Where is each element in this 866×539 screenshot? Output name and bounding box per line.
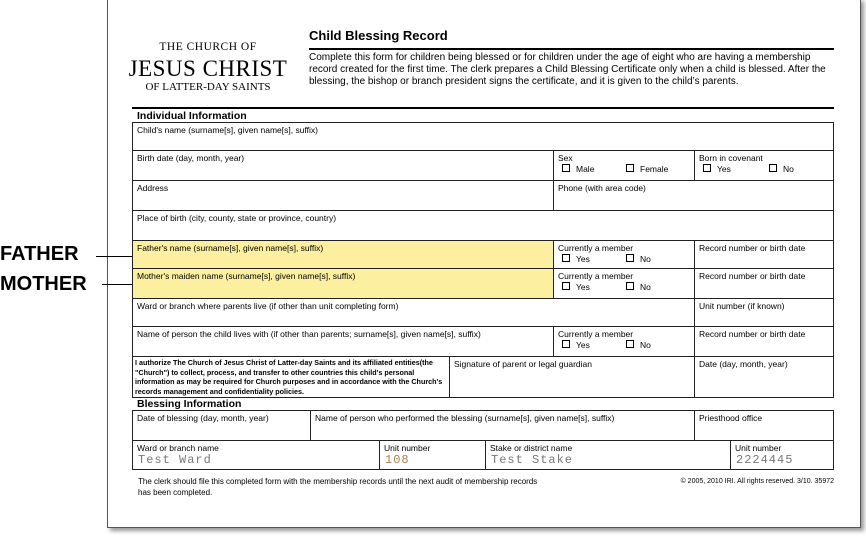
signature-field[interactable] [449,356,695,398]
father-member-yes-checkbox[interactable] [562,254,590,264]
mother-pointer-line [102,284,134,285]
option-label: No [640,254,651,264]
field-label: Ward or branch name [137,443,219,453]
checkbox-icon [626,282,634,290]
authorization-text: I authorize The Church of Jesus Christ of Latter-day Saints and its affiliated entities(the "Church") to collect, process, and transfer to other countries this child's personal information as may be required for Church purposes and in accordance with the Church's records management and confidentiality policies. [132,356,450,398]
option-label: Yes [576,254,590,264]
field-label: Father's name (surname[s], given name[s], suffix) [137,243,324,253]
field-label: Stake or district name [490,443,573,453]
ward-name-value: Test Ward [138,453,212,467]
child-name-field[interactable] [132,122,834,151]
field-label: Birth date (day, month, year) [137,153,245,163]
father-member-field [553,240,695,269]
checkbox-icon [562,282,570,290]
field-label: Child's name (surname[s], given name[s], suffix) [137,125,318,135]
covenant-yes-checkbox[interactable] [703,164,731,174]
field-label: Unit number [384,443,431,453]
mother-member-field [553,268,695,299]
covenant-field [694,150,834,181]
checkbox-icon [562,254,570,262]
option-label: No [783,164,794,174]
field-label: Place of birth (city, county, state or province, country) [137,213,337,223]
field-label: Currently a member [558,271,634,281]
stake-name-field[interactable] [485,440,731,470]
guardian-member-field [553,326,695,357]
mother-member-yes-checkbox[interactable] [562,282,590,292]
option-label: No [640,282,651,292]
logo-line2: JESUS CHRIST [128,55,288,81]
church-logo [128,42,288,93]
checkbox-icon [769,164,777,172]
field-label: Currently a member [558,243,634,253]
field-label: Record number or birth date [699,271,806,281]
field-label: Priesthood office [699,413,763,423]
lives-with-field[interactable] [132,326,554,357]
divider [309,48,834,50]
blessing-heading: Blessing Information [137,398,242,410]
unit-known-field[interactable] [694,298,834,327]
stake-unit-value: 2224445 [736,453,794,467]
field-label: Address [137,183,169,193]
guardian-member-no-checkbox[interactable] [626,340,651,350]
intro-text: Complete this form for children being blessed or for children under the age of eight who are having a membership record created for the first time. The clerk prepares a Child Blessing Certificate only when a child is blessed. After the blessing, the bishop or branch president signs the certificate, and it is given to the child’s parents. [309,52,826,88]
ward-unit-field[interactable] [379,440,486,470]
option-label: Yes [576,282,590,292]
field-label: Sex [558,153,573,163]
checkbox-icon [562,340,570,348]
field-label: Name of person who performed the blessing (surname[s], given name[s], suffix) [315,413,615,423]
field-label: Record number or birth date [699,243,806,253]
ward-unit-value: 108 [385,453,410,467]
stake-name-value: Test Stake [491,453,574,467]
field-label: Date of blessing (day, month, year) [137,413,269,423]
field-label: Born in covenant [699,153,763,163]
father-member-no-checkbox[interactable] [626,254,651,264]
covenant-no-checkbox[interactable] [769,164,794,174]
priesthood-office-field[interactable] [694,410,834,441]
address-field[interactable] [132,180,554,211]
father-pointer-line [96,256,134,257]
option-label: Yes [576,340,590,350]
option-label: Yes [717,164,731,174]
field-label: Name of person the child lives with (if other than parents; surname[s], given name[s], suffix) [137,329,481,339]
field-label: Phone (with area code) [558,183,646,193]
checkbox-icon [626,164,634,172]
field-label: Ward or branch where parents live (if other than unit completing form) [137,301,399,311]
father-name-field[interactable] [132,240,554,269]
performer-field[interactable] [310,410,695,441]
checkbox-icon [626,340,634,348]
field-label: Record number or birth date [699,329,806,339]
sex-field [553,150,695,181]
ward-name-field[interactable] [132,440,380,470]
form-title: Child Blessing Record [309,28,448,43]
field-label: Unit number [735,443,782,453]
mother-label: MOTHER [0,273,87,295]
divider [132,107,834,109]
field-label: Unit number (if known) [699,301,785,311]
option-label: Female [640,164,669,174]
mother-name-field[interactable] [132,268,554,299]
logo-line1: THE CHURCH OF [159,41,257,53]
option-label: Male [576,164,595,174]
mother-member-no-checkbox[interactable] [626,282,651,292]
field-label: Currently a member [558,329,634,339]
female-checkbox[interactable] [626,164,668,174]
blessing-date-field[interactable] [132,410,311,441]
checkbox-icon [626,254,634,262]
father-label: FATHER [0,243,79,265]
parents-ward-field[interactable] [132,298,695,327]
field-label: Date (day, month, year) [699,359,788,369]
male-checkbox[interactable] [562,164,594,174]
father-record-field[interactable] [694,240,834,269]
guardian-member-yes-checkbox[interactable] [562,340,590,350]
copyright: © 2005, 2010 IRI. All rights reserved. 3/10. 35972 [680,478,834,485]
signature-date-field[interactable] [694,356,834,398]
birth-date-field[interactable] [132,150,554,181]
field-label: Signature of parent or legal guardian [454,359,592,369]
guardian-record-field[interactable] [694,326,834,357]
individual-heading: Individual Information [137,110,247,122]
phone-field[interactable] [553,180,834,211]
option-label: No [640,340,651,350]
checkbox-icon [562,164,570,172]
checkbox-icon [703,164,711,172]
logo-line3: OF LATTER-DAY SAINTS [145,80,271,93]
field-label: Mother's maiden name (surname[s], given name[s], suffix) [137,271,356,281]
footer-note: The clerk should file this completed form with the membership records until the next audit of membership records has been completed. [138,477,538,497]
mother-record-field[interactable] [694,268,834,299]
stake-unit-field[interactable] [730,440,834,470]
place-of-birth-field[interactable] [132,210,834,241]
